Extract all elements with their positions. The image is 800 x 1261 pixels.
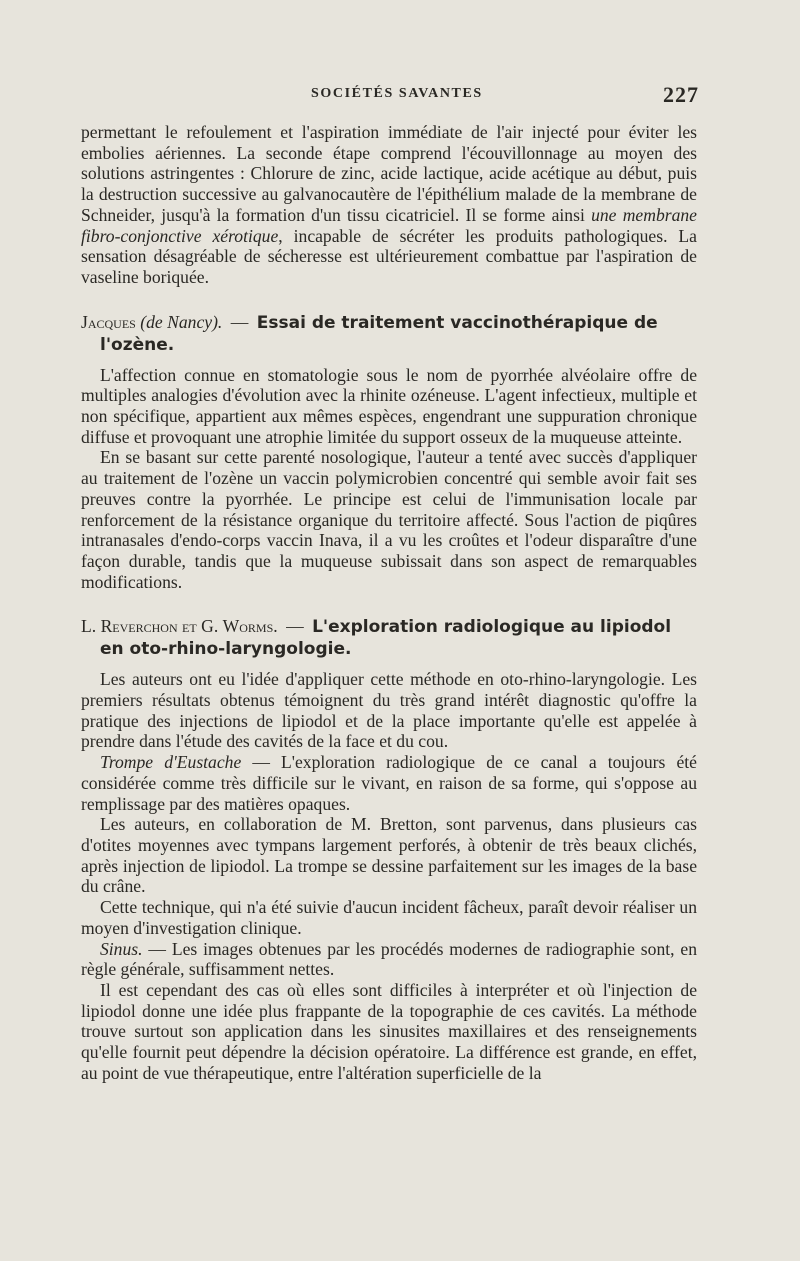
heading-dash: — (230, 311, 249, 332)
article-title: L'exploration radiologique au lipiodol en oto-rhino-laryngologie. (100, 617, 672, 660)
paragraph: L'affection connue en stomatologie sous le nom de pyorrhée alvéolaire offre de multiples analogies d'évolution avec la rhinite ozéneuse. L'agent infectieux, multiple et non spécifique, appartient aux mêmes espèces, engendrant une suppuration chronique diffuse et provoquant une atrophie limitée du support osseux de la muqueuse atteinte. (81, 364, 697, 447)
author-initial: L. (81, 616, 97, 637)
author-initial: G. (201, 616, 219, 637)
section-heading-ozene (81, 312, 697, 356)
subsection-text: — Les images obtenues par les procédés modernes de radiographie sont, en règle générale, suffisamment nettes. (81, 938, 697, 980)
author-place: (de Nancy). (140, 311, 223, 332)
paragraph-sinus (81, 939, 697, 980)
paragraph: Les auteurs, en collaboration de M. Bretton, sont parvenus, dans plusieurs cas d'otites moyennes avec tympans largement perforés, à obtenir de très beaux clichés, après injection de lipiodol. La trompe se dessine parfaitement sur les images de la base du crâne. (81, 814, 697, 897)
page-header (0, 82, 800, 110)
section-heading-lipiodol (81, 616, 697, 660)
paragraph-eustache (81, 752, 697, 814)
paragraph: Les auteurs ont eu l'idée d'appliquer cette méthode en oto-rhino-laryngologie. Les premiers résultats obtenus témoignent du très grand intérêt diagnostic qu'offre la pratique des injections de lipiodol et de la place importante qu'elle est appelée à prendre dans l'étude des cavités de la face et du cou. (81, 669, 697, 752)
paragraph: Il est cependant des cas où elles sont difficiles à interpréter et où l'injection de lipiodol donne une idée plus frappante de la topographie de ces cavités. La méthode trouve surtout son application dans les sinusites maxillaires et des renseignements qu'elle fournit peut dépendre la décision opératoire. La différence est grande, en effet, au point de vue thérapeutique, entre l'altération superficielle de la (81, 979, 697, 1083)
author-name: Jacques (81, 311, 136, 332)
subsection-text: — L'exploration radiologique de ce canal a toujours été considérée comme très difficile sur le vivant, en raison de sa forme, qui s'oppose au remplissage par des matières opaques. (81, 752, 697, 814)
page-body (81, 122, 697, 1083)
author-conjunction: et (182, 616, 197, 637)
running-title: SOCIÉTÉS SAVANTES (311, 86, 483, 101)
paragraph: Cette technique, qui n'a été suivie d'aucun incident fâcheux, paraît devoir réaliser un moyen d'investigation clinique. (81, 897, 697, 938)
article-title: Essai de traitement vaccinothérapique de l'ozène. (100, 312, 658, 355)
heading-dash: — (286, 616, 304, 637)
author-name: Worms. (222, 616, 278, 637)
para1-text-a: permettant le refoulement et l'aspiration immédiate de l'air injecté pour éviter les embolies aériennes. La seconde étape comprend l'écouvillonnage au moyen des solutions astringentes : Chlorure de zinc, acide lactique, acide acétique au début, puis la destruction successive au galvanocautère de l'épithélium malade de la membrane de Schneider, jusqu'à la formation d'un tissu cicatriciel. Il se forme ainsi (81, 122, 697, 225)
para1-italic: une membrane fibro-conjonctive xérotique (81, 204, 697, 246)
para1-text-b: , incapable de sécréter les produits pathologiques. La sensation désagréable de sécheresse est ultérieurement combattue par l'aspiration de vaseline boriquée. (81, 225, 697, 287)
paragraph-continued (81, 122, 697, 288)
page-number: 227 (663, 82, 699, 107)
subsection-label: Trompe d'Eustache (100, 752, 242, 773)
paragraph: En se basant sur cette parenté nosologique, l'auteur a tenté avec succès d'appliquer au traitement de l'ozène un vaccin polymicrobien concentré qui semble avoir fait ses preuves contre la pyorrhée. Le principe est celui de l'immunisation locale par renforcement de la résistance organique du territoire affecté. Sous l'action de piqûres intranasales d'endo-corps vaccin Inava, il a vu les croûtes et l'odeur disparaître d'une façon durable, tandis que la muqueuse subissait dans son aspect de remarquables modifications. (81, 447, 697, 592)
subsection-label: Sinus. (100, 938, 143, 959)
author-name: Reverchon (100, 616, 178, 637)
